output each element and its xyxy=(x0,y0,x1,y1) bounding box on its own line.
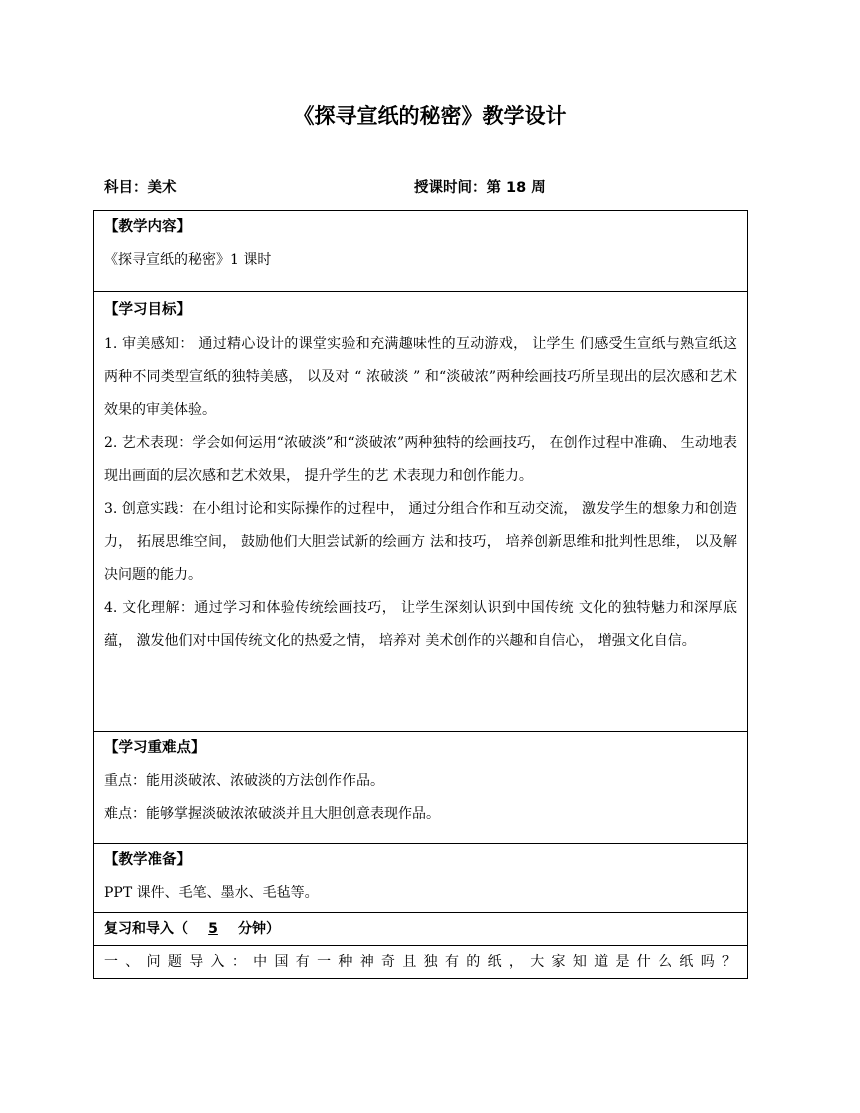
review-intro-suffix: 分钟） xyxy=(238,921,280,937)
objective-item-culture: 4. 文化理解：通过学习和体验传统绘画技巧， 让学生深刻认识到中国传统 文化的独特魅力和深厚底蕴， 激发他们对中国传统文化的热爱之情， 培养对 美术创作的兴趣和自信心， 增强文化自信。 xyxy=(104,600,737,649)
teaching-preparation-text: PPT 课件、毛笔、墨水、毛毡等。 xyxy=(104,885,319,901)
review-intro-cell xyxy=(94,913,748,946)
teaching-content-heading: 【教学内容】 xyxy=(104,219,191,235)
review-intro-prefix: 复习和导入（ xyxy=(104,921,188,937)
key-difficult-points-heading: 【学习重难点】 xyxy=(104,740,206,756)
teaching-content-row xyxy=(94,211,748,292)
lesson-plan-table xyxy=(93,210,748,979)
teaching-content-text: 《探寻宣纸的秘密》1 课时 xyxy=(104,252,272,268)
objective-item-aesthetic: 1. 审美感知： 通过精心设计的课堂实验和充满趣味性的互动游戏， 让学生 们感受生宣纸与熟宣纸这两种不同类型宣纸的独特美感， 以及对 “ 浓破淡 ” 和“淡破浓”两种绘画技巧所呈现出的层次感和艺术效果的审美体验。 xyxy=(104,336,737,418)
key-difficult-points-row xyxy=(94,732,748,844)
learning-objectives-row xyxy=(94,292,748,732)
intro-question-cell xyxy=(94,946,748,979)
review-minutes: 5 xyxy=(208,921,218,937)
teaching-preparation-row xyxy=(94,844,748,913)
key-difficult-points-cell xyxy=(94,732,748,844)
review-intro-heading xyxy=(104,913,737,945)
difficult-point-text: 难点：能够掌握淡破浓浓破淡并且大胆创意表现作品。 xyxy=(104,806,440,822)
review-intro-row xyxy=(94,913,748,946)
intro-question-row xyxy=(94,946,748,979)
intro-question-text: 一、问题导入：中国有一种神奇且独有的纸，大家知道是什么纸吗？ xyxy=(104,954,737,970)
objective-item-expression: 2. 艺术表现：学会如何运用“浓破淡”和“淡破浓”两种独特的绘画技巧， 在创作过程中准确、 生动地表现出画面的层次感和艺术效果， 提升学生的艺 术表现力和创作能力。 xyxy=(104,435,737,484)
teaching-preparation-heading: 【教学准备】 xyxy=(104,852,191,868)
subject-label: 科目：美术 xyxy=(104,180,177,196)
class-time-label: 授课时间：第 18 周 xyxy=(414,180,546,196)
learning-objectives-cell xyxy=(94,292,748,732)
objective-item-creativity: 3. 创意实践：在小组讨论和实际操作的过程中， 通过分组合作和互动交流， 激发学生的想象力和创造力， 拓展思维空间， 鼓励他们大胆尝试新的绘画方 法和技巧， 培养创新思维和批判性思维， 以及解决问题的能力。 xyxy=(104,501,737,583)
learning-objectives-heading: 【学习目标】 xyxy=(104,302,191,318)
teaching-content-cell xyxy=(94,211,748,292)
teaching-preparation-cell xyxy=(94,844,748,913)
document-title: 《探寻宣纸的秘密》教学设计 xyxy=(293,104,567,128)
key-point-text: 重点：能用淡破浓、浓破淡的方法创作作品。 xyxy=(104,773,384,789)
